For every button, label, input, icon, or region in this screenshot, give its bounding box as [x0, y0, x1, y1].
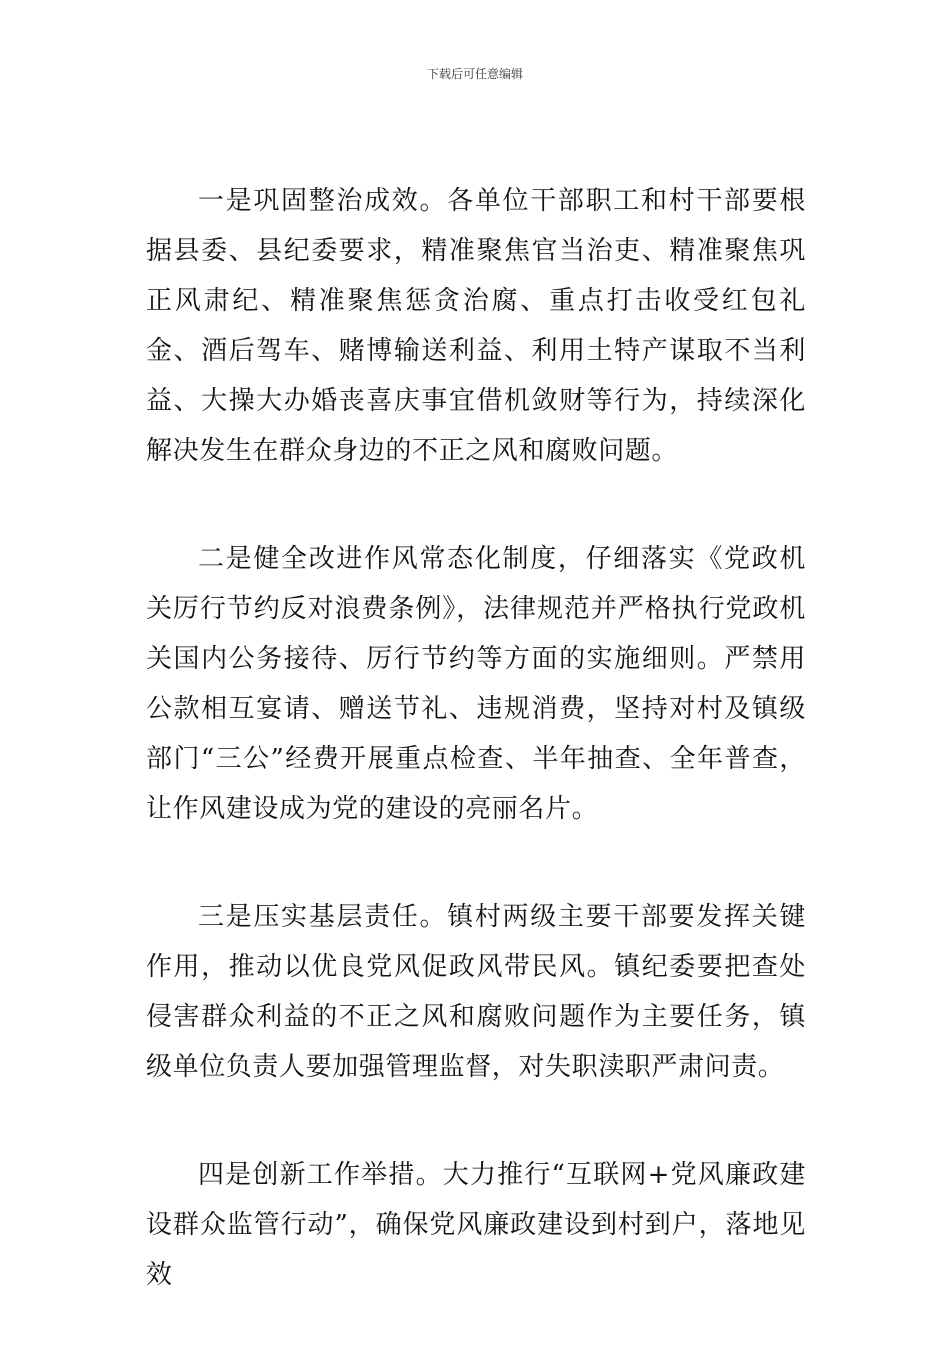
paragraph-2: 二是健全改进作风常态化制度，仔细落实《党政机关厉行节约反对浪费条例》，法律规范并严格执行党政机关国内公务接待、厉行节约等方面的实施细则。严禁用公款相互宴请、赠送节礼、违规消费，坚持对村及镇级部门“三公”经费开展重点检查、半年抽查、全年普查，让作风建设成为党的建设的亮丽名片。: [146, 544, 806, 824]
page-header: 下载后可任意编辑: [426, 67, 523, 81]
document-body: [146, 176, 806, 1358]
paragraph-4: 四是创新工作举措。大力推行“互联网+党风廉政建设群众监管行动”，确保党风廉政建设到村到户，落地见效: [146, 1160, 806, 1290]
paragraph-3: 三是压实基层责任。镇村两级主要干部要发挥关键作用，推动以优良党风促政风带民风。镇纪委要把查处侵害群众利益的不正之风和腐败问题作为主要任务，镇级单位负责人要加强管理监督，对失职渎职严肃问责。: [146, 902, 806, 1082]
paragraph-1: 一是巩固整治成效。各单位干部职工和村干部要根据县委、县纪委要求，精准聚焦官当治吏、精准聚焦巩正风肃纪、精准聚焦惩贪治腐、重点打击收受红包礼金、酒后驾车、赌博输送利益、利用土特产谋取不当利益、大操大办婚丧喜庆事宜借机敛财等行为，持续深化解决发生在群众身边的不正之风和腐败问题。: [146, 186, 806, 466]
